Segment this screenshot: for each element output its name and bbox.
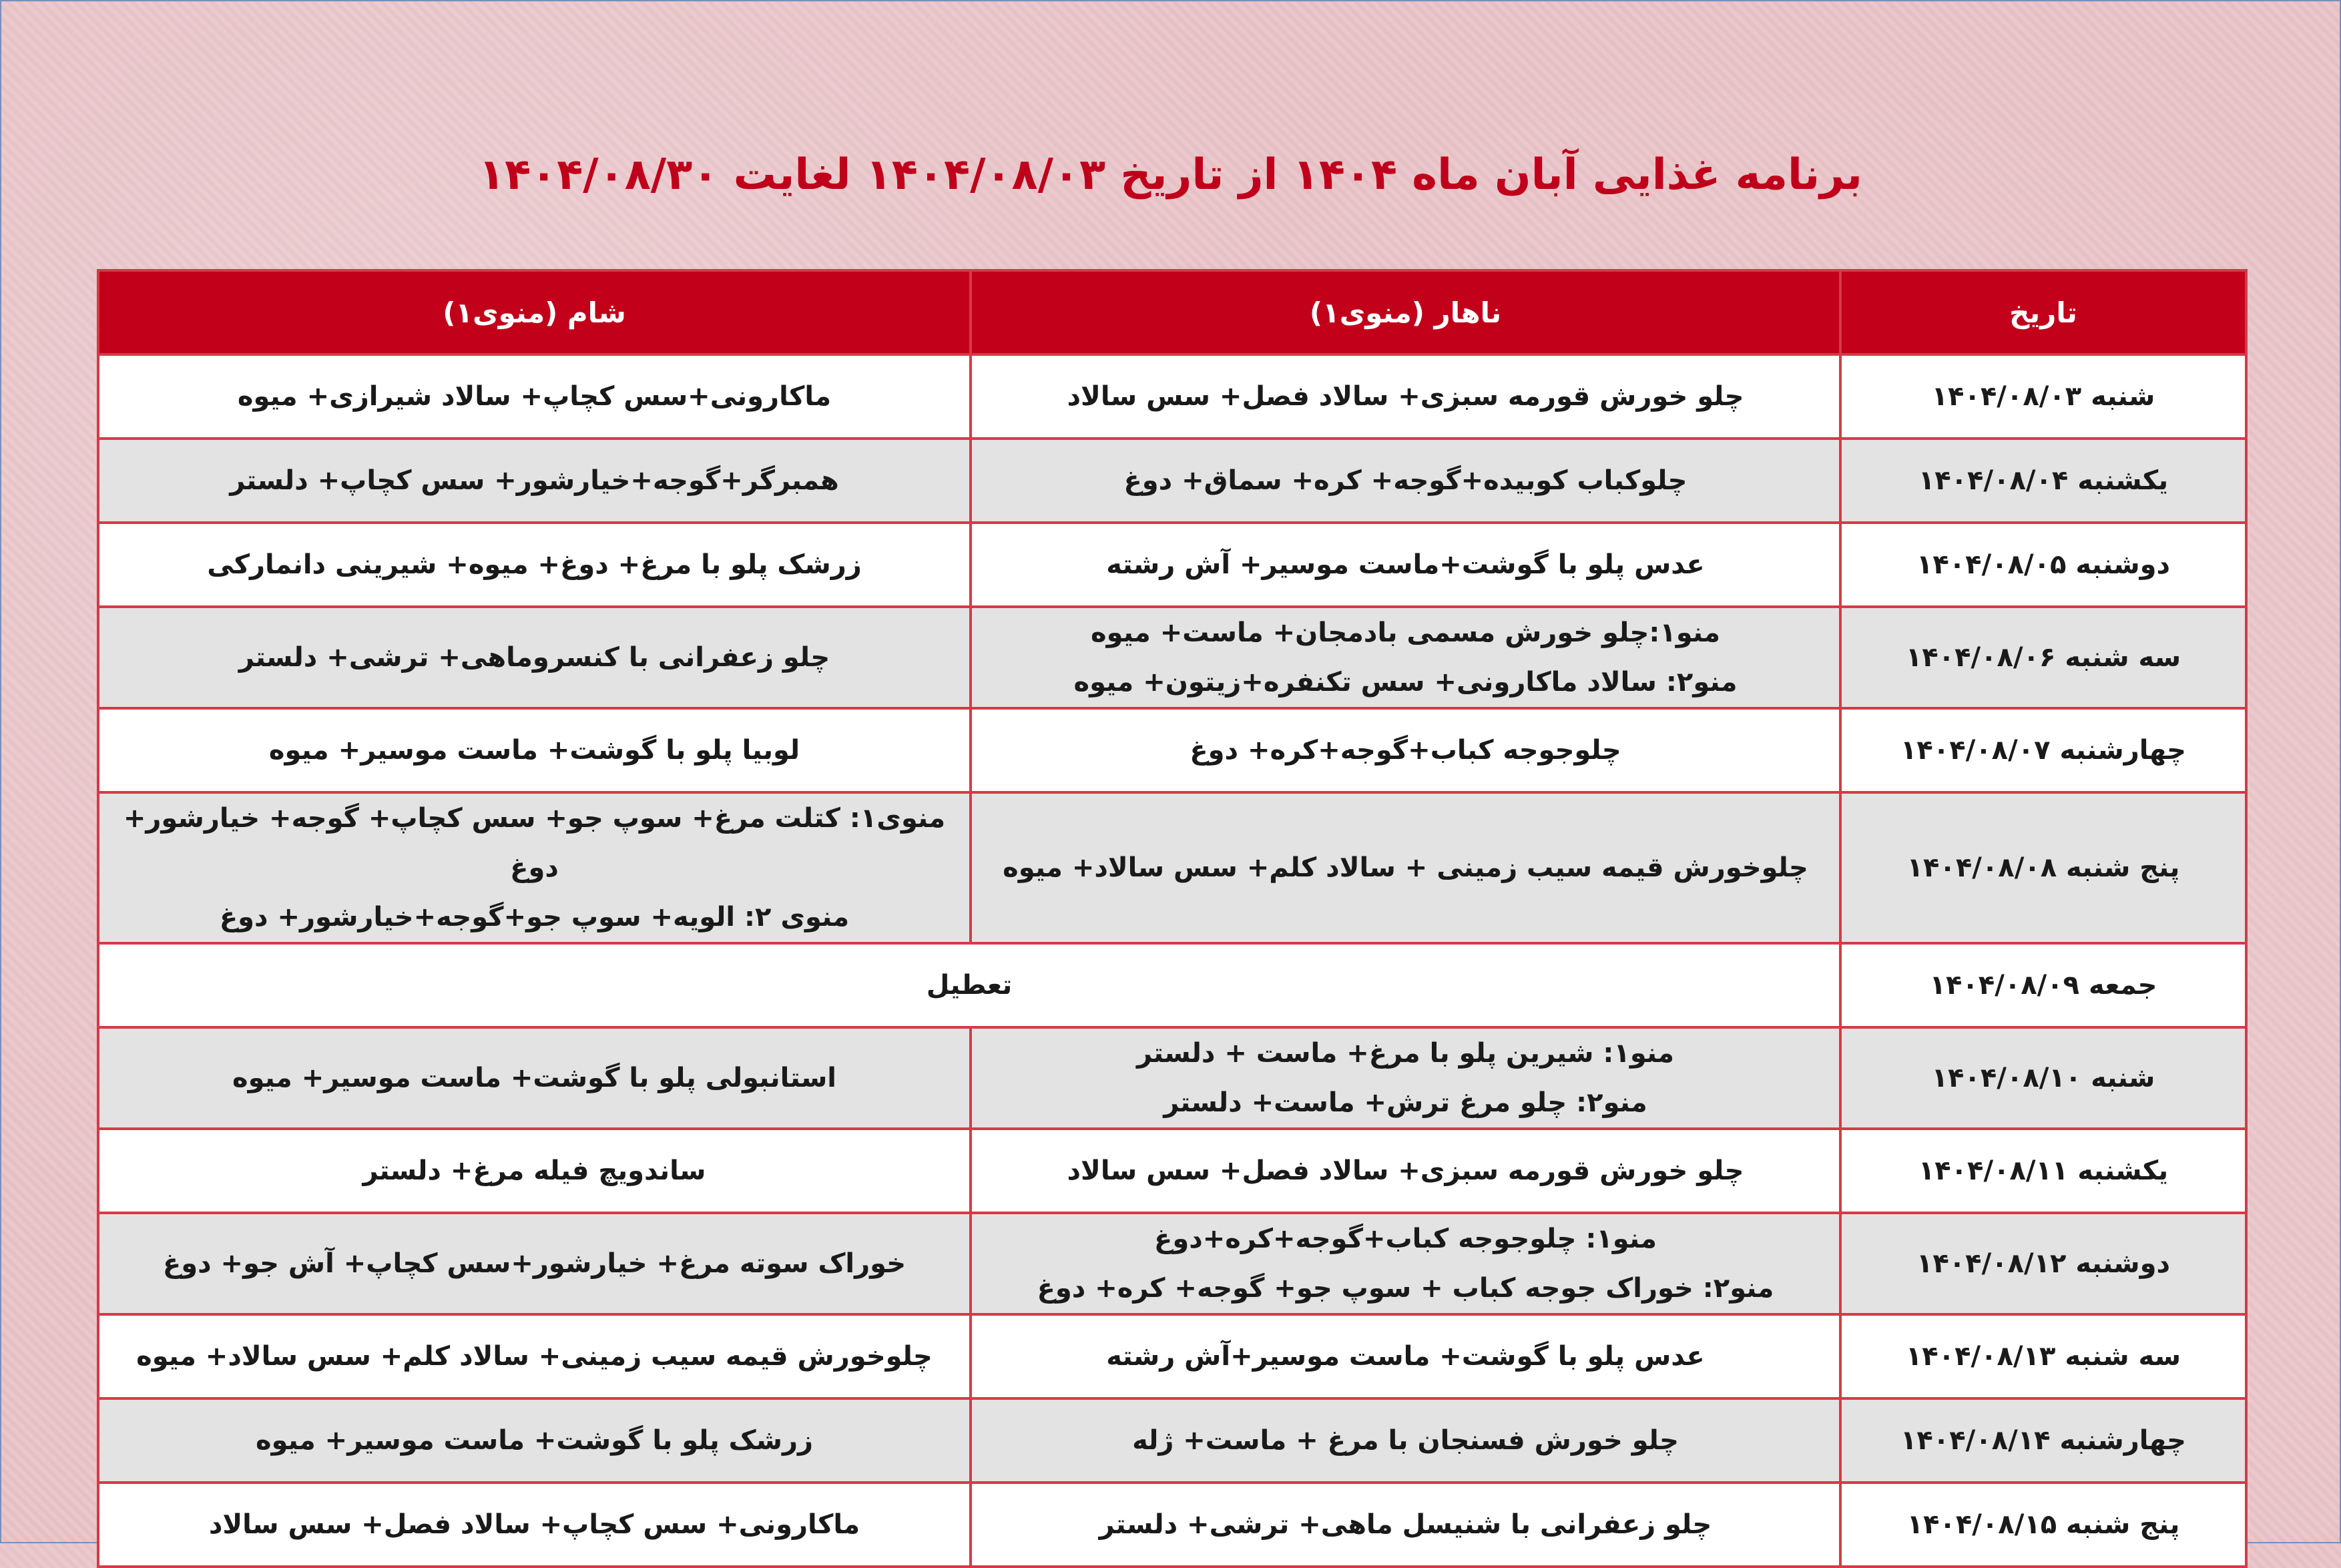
table-row <box>99 356 2245 437</box>
table-row <box>99 945 2245 1026</box>
date-cell: جمعه ۱۴۰۴/۰۸/۰۹ <box>1842 945 2245 1026</box>
dinner-cell <box>99 710 969 791</box>
table-row <box>99 524 2245 605</box>
table-row <box>99 440 2245 521</box>
lunch-item: عدس پلو با گوشت+ ماست موسیر+آش رشته <box>1106 1341 1705 1372</box>
date-cell: پنج شنبه ۱۴۰۴/۰۸/۰۸ <box>1842 794 2245 942</box>
table-row <box>99 1316 2245 1397</box>
date-cell: یکشنبه ۱۴۰۴/۰۸/۱۱ <box>1842 1130 2245 1212</box>
lunch-item: چلوکباب کوبیده+گوجه+ کره+ سماق+ دوغ <box>1123 465 1687 496</box>
lunch-item: منو۲: خوراک جوجه کباب + سوپ جو+ گوجه+ کره+ دوغ <box>1037 1273 1774 1304</box>
date-cell: دوشنبه ۱۴۰۴/۰۸/۱۲ <box>1842 1214 2245 1313</box>
menu-table <box>97 269 2248 1568</box>
dinner-item: چلو زعفرانی با کنسروماهی+ ترشی+ دلستر <box>238 642 830 673</box>
lunch-item: عدس پلو با گوشت+ماست موسیر+ آش رشته <box>1106 549 1705 580</box>
table-row <box>99 608 2245 707</box>
dinner-item: ماکارونی+سس کچاپ+ سالاد شیرازی+ میوه <box>237 381 832 412</box>
date-cell: پنج شنبه ۱۴۰۴/۰۸/۱۵ <box>1842 1484 2245 1565</box>
date-cell: چهارشنبه ۱۴۰۴/۰۸/۱۴ <box>1842 1400 2245 1481</box>
page-title: برنامه غذایی آبان ماه ۱۴۰۴ از تاریخ ۱۴۰۴/۰۸/۰۳ لغایت ۱۴۰۴/۰۸/۳۰ <box>479 150 1862 200</box>
dinner-item: زرشک پلو با گوشت+ ماست موسیر+ میوه <box>255 1425 814 1456</box>
dinner-item: لوبیا پلو با گوشت+ ماست موسیر+ میوه <box>268 735 800 766</box>
lunch-item: چلوخورش قیمه سیب زمینی + سالاد کلم+ سس سالاد+ میوه <box>1003 852 1808 883</box>
lunch-cell <box>972 794 1839 942</box>
lunch-cell <box>972 1130 1839 1212</box>
lunch-cell <box>972 1484 1839 1565</box>
dinner-item: همبرگر+گوجه+خیارشور+ سس کچاپ+ دلستر <box>230 465 839 496</box>
date-cell: چهارشنبه ۱۴۰۴/۰۸/۰۷ <box>1842 710 2245 791</box>
table-row <box>99 1029 2245 1127</box>
dinner-item: خوراک سوته مرغ+ خیارشور+سس کچاپ+ آش جو+ دوغ <box>162 1248 906 1279</box>
lunch-cell <box>972 524 1839 605</box>
dinner-cell <box>99 1484 969 1565</box>
lunch-item: منو۱:چلو خورش مسمی بادمجان+ ماست+ میوه <box>1091 617 1720 648</box>
dinner-item: ساندویچ فیله مرغ+ دلستر <box>362 1155 706 1186</box>
dinner-cell <box>99 1400 969 1481</box>
lunch-item: چلو زعفرانی با شنیسل ماهی+ ترشی+ دلستر <box>1099 1509 1712 1540</box>
lunch-cell <box>972 1214 1839 1313</box>
lunch-cell <box>972 608 1839 707</box>
date-cell: شنبه ۱۴۰۴/۰۸/۱۰ <box>1842 1029 2245 1127</box>
lunch-item: چلو خورش قورمه سبزی+ سالاد فصل+ سس سالاد <box>1067 381 1744 412</box>
dinner-item: استانبولی پلو با گوشت+ ماست موسیر+ میوه <box>232 1063 837 1093</box>
lunch-item: چلو خورش قورمه سبزی+ سالاد فصل+ سس سالاد <box>1067 1155 1744 1186</box>
header-lunch: ناهار (منوی۱) <box>972 272 1839 353</box>
dinner-item: چلوخورش قیمه سیب زمینی+ سالاد کلم+ سس سالاد+ میوه <box>136 1341 933 1372</box>
header-row <box>99 272 2245 353</box>
date-cell: سه شنبه ۱۴۰۴/۰۸/۱۳ <box>1842 1316 2245 1397</box>
dinner-item: منوی ۲: الویه+ سوپ جو+گوجه+خیارشور+ دوغ <box>219 902 850 933</box>
dinner-cell <box>99 1029 969 1127</box>
date-cell: دوشنبه ۱۴۰۴/۰۸/۰۵ <box>1842 524 2245 605</box>
dinner-cell <box>99 1214 969 1313</box>
lunch-cell <box>972 1029 1839 1127</box>
date-cell: سه شنبه ۱۴۰۴/۰۸/۰۶ <box>1842 608 2245 707</box>
lunch-cell <box>972 1400 1839 1481</box>
menu-body <box>99 356 2245 1565</box>
lunch-item: منو۱: شیرین پلو با مرغ+ ماست + دلستر <box>1136 1038 1675 1069</box>
table-row <box>99 1214 2245 1313</box>
lunch-cell <box>972 356 1839 437</box>
date-cell: یکشنبه ۱۴۰۴/۰۸/۰۴ <box>1842 440 2245 521</box>
lunch-cell <box>972 440 1839 521</box>
table-row <box>99 710 2245 791</box>
header-date: تاریخ <box>1842 272 2245 353</box>
dinner-cell <box>99 524 969 605</box>
lunch-item: منو۱: چلوجوجه کباب+گوجه+کره+دوغ <box>1154 1224 1657 1254</box>
lunch-cell <box>972 710 1839 791</box>
dinner-cell <box>99 608 969 707</box>
dinner-item: منوی۱: کتلت مرغ+ سوپ جو+ سس کچاپ+ گوجه+ خیارشور+ دوغ <box>123 803 946 883</box>
lunch-item: چلو خورش فسنجان با مرغ + ماست+ ژله <box>1132 1425 1679 1456</box>
table-row <box>99 1130 2245 1212</box>
dinner-cell <box>99 794 969 942</box>
date-cell: شنبه ۱۴۰۴/۰۸/۰۳ <box>1842 356 2245 437</box>
holiday-cell: تعطیل <box>99 945 1839 1026</box>
dinner-cell <box>99 1130 969 1212</box>
dinner-cell <box>99 356 969 437</box>
dinner-cell <box>99 440 969 521</box>
header-dinner: شام (منوی۱) <box>99 272 969 353</box>
dinner-cell <box>99 1316 969 1397</box>
lunch-item: چلوجوجه کباب+گوجه+کره+ دوغ <box>1190 735 1621 766</box>
lunch-cell <box>972 1316 1839 1397</box>
dinner-item: ماکارونی+ سس کچاپ+ سالاد فصل+ سس سالاد <box>208 1509 860 1540</box>
lunch-item: منو۲: چلو مرغ ترش+ ماست+ دلستر <box>1163 1087 1647 1118</box>
table-row <box>99 1400 2245 1481</box>
dinner-item: زرشک پلو با مرغ+ دوغ+ میوه+ شیرینی دانمارکی <box>207 549 862 580</box>
table-row <box>99 794 2245 942</box>
lunch-item: منو۲: سالاد ماکارونی+ سس تکنفره+زیتون+ میوه <box>1073 667 1738 698</box>
table-row <box>99 1484 2245 1565</box>
